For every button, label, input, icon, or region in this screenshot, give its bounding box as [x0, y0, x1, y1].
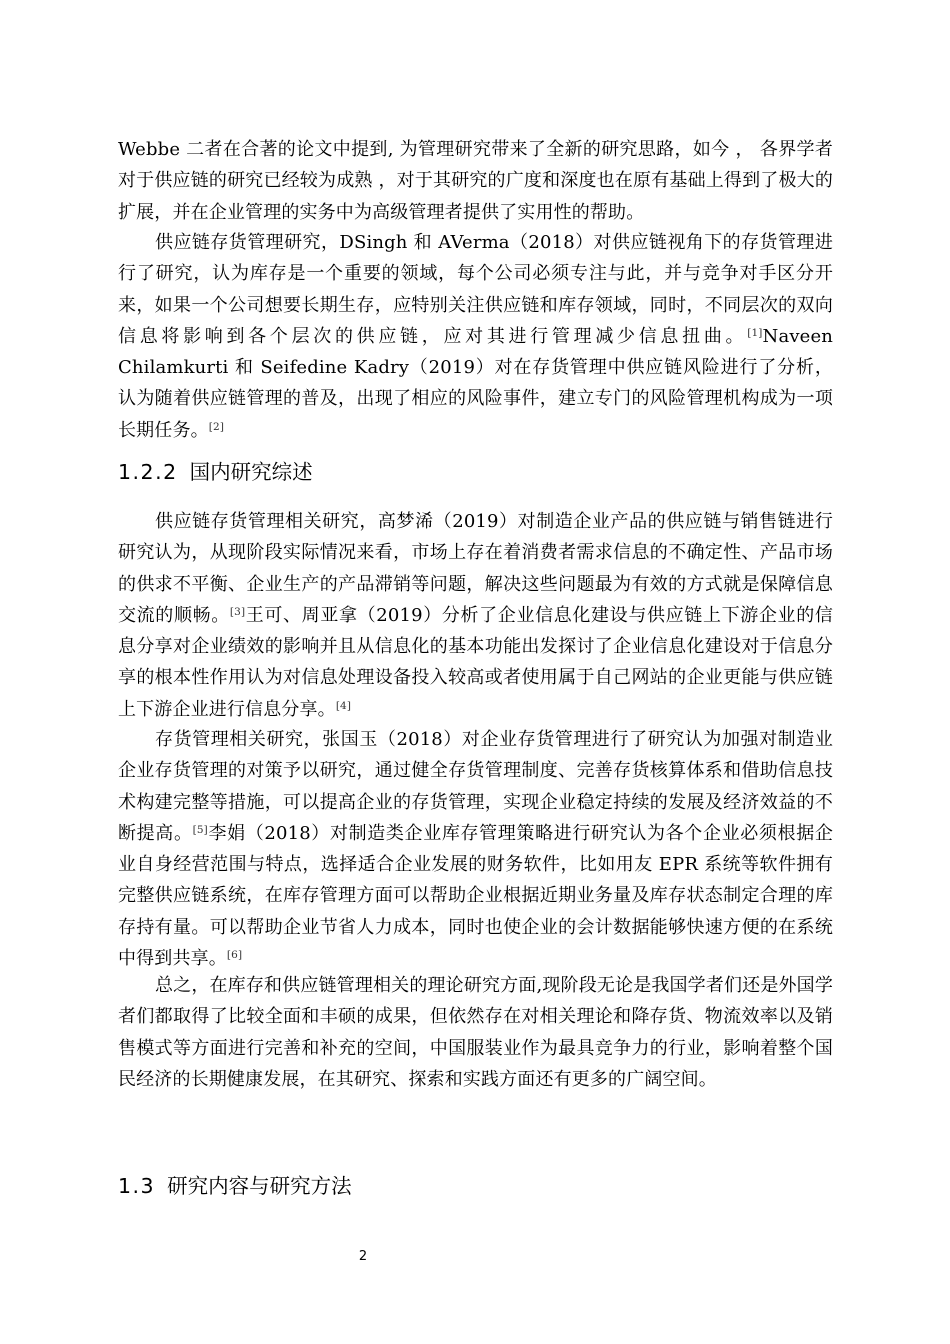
citation-marker: [6] [226, 949, 243, 962]
paragraph-text: 供应链存货管理相关研究，高梦浠（2019）对制造企业产品的供应链与销售链进行研究认为，从现阶段实际情况来看，市场上存在着消费者需求信息的不确定性、产品市场的供求不平衡、企业生产的产品滞销等问题，解决这些问题最为有效的方式就是保障信息交流的顺畅。 [118, 511, 833, 626]
section-heading-1-2-2 [118, 455, 313, 485]
paragraph-domestic-inventory-research [118, 724, 833, 974]
paragraph-text: 李娟（2018）对制造类企业库存管理策略进行研究认为各个企业必须根据企业自身经营范围与特点，选择适合企业发展的财务软件，比如用友 EPR 系统等软件拥有完整供应链系统，在库存管理方面可以帮助企业根据近期业务量及库存状态制定合理的库存持有量。可以帮助企业节省人力成本，同时也使企业的会计数据能够快速方便的在系统中得到共享。 [118, 822, 833, 970]
section-heading-1-3 [118, 1169, 352, 1199]
citation-marker: [3] [229, 605, 246, 618]
section-title: 研究内容与研究方法 [167, 1174, 352, 1198]
paragraph-text: Naveen Chilamkurti 和 Seifedine Kadry（2019）对在存货管理中供应链风险进行了分析，认为随着供应链管理的普及，出现了相应的风险事件，建立专门的风险管理机构成为一项长期任务。 [118, 325, 833, 441]
paragraph-text: 存货管理相关研究，张国玉（2018）对企业存货管理进行了研究认为加强对制造业企业存货管理的对策予以研究，通过健全存货管理制度、完善存货核算体系和借助信息技术构建完整等措施，可以提高企业的存货管理，实现企业稳定持续的发展及经济效益的不断提高。 [118, 729, 833, 844]
paragraph-text: Webbe 二者在合著的论文中提到, 为管理研究带来了全新的研究思路，如今 ， 各界学者对于供应链的研究已经较为成熟 ，对于其研究的广度和深度也在原有基础上得到了极大的扩展，并在企业管理的实务中为高级管理者提供了实用性的帮助。 [118, 139, 833, 223]
paragraph-foreign-research-intro [118, 134, 833, 228]
paragraph-summary [118, 970, 833, 1095]
paragraph-domestic-supply-chain-research [118, 506, 833, 725]
paragraph-text: 供应链存货管理研究，DSingh 和 AVerma（2018）对供应链视角下的存货管理进行了研究，认为库存是一个重要的领域，每个公司必须专注与此，并与竞争对手区分开来，如果一个公司想要长期生存，应特别关注供应链和库存领域，同时，不同层次的双向信息将影响到各个层次的供应链，应对其进行管理减少信息扭曲。 [118, 232, 833, 347]
citation-marker: [5] [192, 823, 208, 836]
paragraph-text: 王可、周亚拿（2019）分析了企业信息化建设与供应链上下游企业的信息分享对企业绩效的影响并且从信息化的基本功能出发探讨了企业信息化建设对于信息分享的根本性作用认为对信息处理设备投入较高或者使用属于自己网站的企业更能与供应链上下游企业进行信息分享。 [118, 604, 833, 720]
citation-marker: [2] [208, 420, 225, 433]
section-number: 1.3 [118, 1174, 156, 1198]
citation-marker: [4] [335, 699, 352, 712]
section-number: 1.2.2 [118, 460, 178, 484]
section-title: 国内研究综述 [189, 460, 313, 484]
paragraph-text: 总之，在库存和供应链管理相关的理论研究方面,现阶段无论是我国学者们还是外国学者们都取得了比较全面和丰硕的成果，但依然存在对相关理论和降存货、物流效率以及销售模式等方面进行完善和补充的空间，中国服装业作为最具竞争力的行业，影响着整个国民经济的长期健康发展，在其研究、探索和实践方面还有更多的广阔空间。 [118, 975, 833, 1090]
paragraph-foreign-inventory-research [118, 227, 833, 446]
citation-marker: [1] [747, 326, 763, 339]
page-number: 2 [358, 1249, 368, 1264]
